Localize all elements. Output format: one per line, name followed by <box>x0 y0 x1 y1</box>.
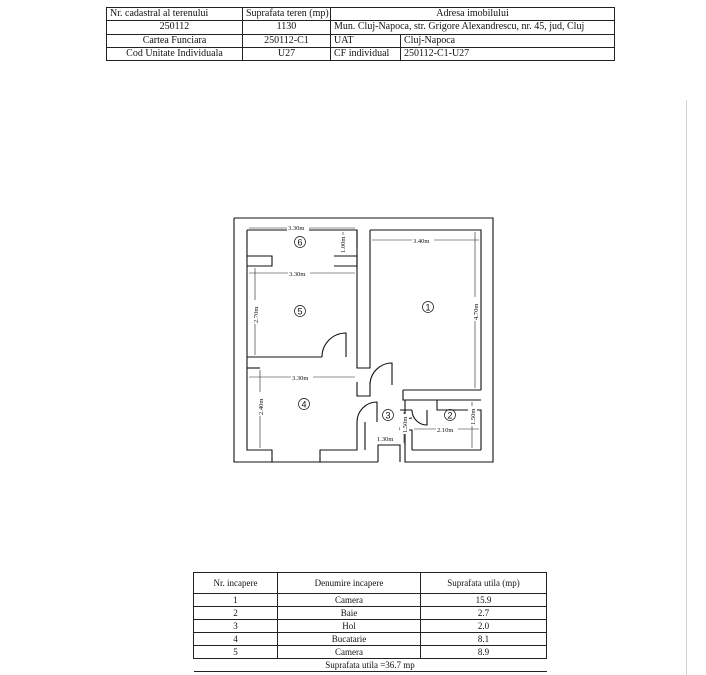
table-row <box>194 607 547 620</box>
table-total-row <box>194 659 547 672</box>
cadastral-cell: UAT <box>331 34 401 47</box>
dim-label: 1.00m <box>340 236 347 253</box>
cadastral-cell: Cartea Funciara <box>107 34 243 47</box>
column-header: Suprafata utila (mp) <box>421 573 547 594</box>
cadastral-cell: Nr. cadastral al terenului <box>107 8 243 21</box>
room-name-cell: Hol <box>278 620 421 633</box>
table-row <box>194 633 547 646</box>
rooms-table <box>193 572 547 672</box>
room-area-cell: 8.1 <box>421 633 547 646</box>
dim-label: 3.40m <box>413 238 430 245</box>
dim-label: 2.70m <box>253 306 260 323</box>
cadastral-cell: Mun. Cluj-Napoca, str. Grigore Alexandrescu, nr. 45, jud, Cluj <box>331 21 615 34</box>
cadastral-cell: Cod Unitate Individuala <box>107 47 243 60</box>
dim-label: 2.40m <box>258 398 265 415</box>
dim-label: 1.50m <box>470 408 477 425</box>
cadastral-cell: 250112 <box>107 21 243 34</box>
room-number-cell: 1 <box>194 594 278 607</box>
door-swing <box>322 333 346 357</box>
table-row <box>194 594 547 607</box>
total-area: Suprafata utila =36.7 mp <box>194 659 547 672</box>
inner-wall <box>320 422 357 462</box>
room-numbers <box>297 238 452 421</box>
door-swing <box>370 363 392 385</box>
door-swing <box>412 410 427 425</box>
dim-label: 4.70m <box>473 303 480 320</box>
room-number-cell: 2 <box>194 607 278 620</box>
room-number: 6 <box>297 237 303 248</box>
dim-label: 2.10m <box>437 427 454 434</box>
cadastral-cell: Cluj-Napoca <box>401 34 615 47</box>
room-name-cell: Camera <box>278 646 421 659</box>
room-name-cell: Baie <box>278 607 421 620</box>
column-header: Denumire incapere <box>278 573 421 594</box>
inner-wall <box>403 390 481 400</box>
table-row <box>194 646 547 659</box>
dim-label: 1.50m <box>402 416 409 433</box>
room-number: 3 <box>385 410 391 421</box>
room-name-cell: Bucatarie <box>278 633 421 646</box>
room-number: 5 <box>297 306 303 317</box>
room-number-cell: 5 <box>194 646 278 659</box>
dim-label: 3.30m <box>288 225 305 232</box>
cadastral-cell: CF individual <box>331 47 401 60</box>
cadastral-cell: 250112-C1 <box>243 34 331 47</box>
cadastral-cell: Adresa imobilului <box>331 8 615 21</box>
room-number-cell: 4 <box>194 633 278 646</box>
inner-wall <box>247 230 272 462</box>
room-number: 4 <box>301 399 307 410</box>
room-area-cell: 15.9 <box>421 594 547 607</box>
bath-wall <box>405 400 412 410</box>
room-number-cell: 3 <box>194 620 278 633</box>
column-header: Nr. incapere <box>194 573 278 594</box>
cadastral-cell: 250112-C1-U27 <box>401 47 615 60</box>
inner-wall <box>247 256 272 266</box>
dim-label: 1.30m <box>377 436 394 443</box>
table-header-row <box>194 573 547 594</box>
table-row <box>194 620 547 633</box>
room-number: 2 <box>447 410 453 421</box>
room-name-cell: Camera <box>278 594 421 607</box>
door-swing <box>357 402 377 422</box>
room-area-cell: 8.9 <box>421 646 547 659</box>
inner-wall <box>357 382 370 396</box>
cadastral-cell: U27 <box>243 47 331 60</box>
hall-wall <box>378 445 400 462</box>
room-area-cell: 2.0 <box>421 620 547 633</box>
dim-label: 3.30m <box>292 375 309 382</box>
dim-label: 3.30m <box>289 271 306 278</box>
partition-wall <box>357 230 370 368</box>
room-markers <box>295 237 456 421</box>
outer-wall <box>234 218 378 462</box>
room-area-cell: 2.7 <box>421 607 547 620</box>
inner-wall <box>334 256 357 266</box>
cadastral-cell: 1130 <box>243 21 331 34</box>
room-number: 1 <box>425 302 431 313</box>
cadastral-cell: Suprafata teren (mp) <box>243 8 331 21</box>
